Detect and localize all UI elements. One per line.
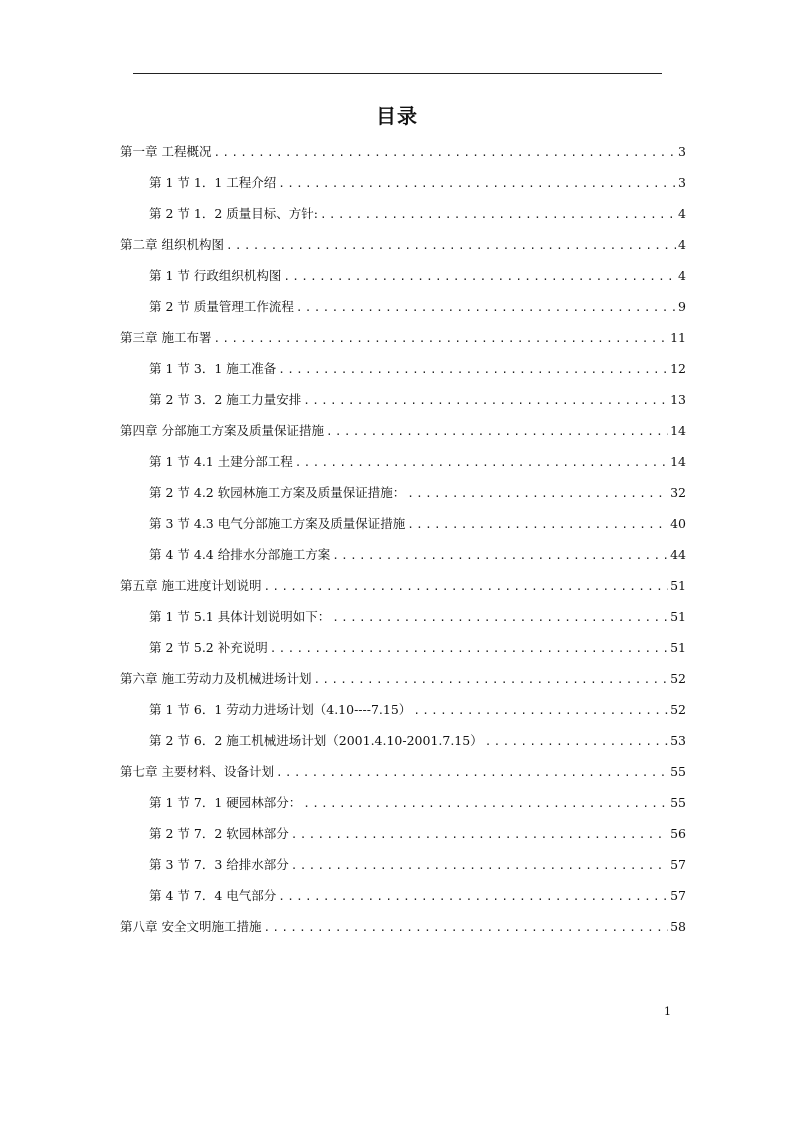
toc-chapter-entry[interactable] — [120, 142, 686, 162]
toc-section-entry[interactable] — [149, 607, 686, 627]
page-title: 目录 — [376, 104, 418, 128]
toc-leader-dots — [263, 918, 668, 938]
toc-leader-dots — [226, 236, 676, 256]
toc-leader-dots — [213, 329, 668, 349]
toc-leader-dots — [213, 143, 676, 163]
toc-entry-page: 32 — [670, 485, 686, 500]
toc-entry-page: 57 — [670, 857, 686, 872]
header-rule — [133, 73, 662, 74]
toc-entry-page: 4 — [678, 237, 686, 252]
toc-section-entry[interactable] — [149, 359, 686, 379]
toc-section-entry[interactable] — [149, 514, 686, 534]
toc-entry-label: 第七章 主要材料、设备计划 — [120, 764, 274, 779]
toc-section-entry[interactable] — [149, 638, 686, 658]
toc-leader-dots — [276, 763, 668, 783]
toc-leader-dots — [407, 515, 668, 535]
toc-leader-dots — [263, 577, 668, 597]
toc-entry-label: 第六章 施工劳动力及机械进场计划 — [120, 671, 312, 686]
toc-entry-page: 4 — [678, 268, 686, 283]
toc-entry-label: 第二章 组织机构图 — [120, 237, 224, 252]
toc-entry-page: 56 — [670, 826, 686, 841]
toc-entry-page: 3 — [678, 144, 686, 159]
toc-entry-label: 第 1 节 7．1 硬园林部分： — [149, 795, 302, 810]
toc-entry-page: 55 — [670, 764, 686, 779]
toc-entry-page: 51 — [670, 578, 686, 593]
toc-entry-page: 3 — [678, 175, 686, 190]
toc-entry-label: 第 1 节 行政组织机构图 — [149, 268, 282, 283]
toc-leader-dots — [485, 732, 668, 752]
toc-chapter-entry[interactable] — [120, 762, 686, 782]
toc-section-entry[interactable] — [149, 483, 686, 503]
toc-leader-dots — [413, 701, 668, 721]
toc-entry-label: 第 3 节 4.3 电气分部施工方案及质量保证措施 — [149, 516, 406, 531]
toc-entry-label: 第八章 安全文明施工措施 — [120, 919, 262, 934]
toc-section-entry[interactable] — [149, 855, 686, 875]
toc-section-entry[interactable] — [149, 266, 686, 286]
toc-leader-dots — [313, 670, 668, 690]
toc-entry-label: 第 4 节 4.4 给排水分部施工方案 — [149, 547, 331, 562]
toc-entry-page: 51 — [670, 609, 686, 624]
toc-leader-dots — [291, 856, 668, 876]
toc-entry-page: 9 — [678, 299, 686, 314]
toc-entry-label: 第 1 节 1．1 工程介绍 — [149, 175, 277, 190]
toc-leader-dots — [278, 360, 668, 380]
toc-section-entry[interactable] — [149, 886, 686, 906]
toc-entry-label: 第 1 节 6．1 劳动力进场计划（4.10----7.15） — [149, 702, 412, 717]
toc-entry-label: 第 2 节 5.2 补充说明 — [149, 640, 268, 655]
toc-entry-label: 第 2 节 质量管理工作流程 — [149, 299, 294, 314]
toc-leader-dots — [332, 608, 668, 628]
toc-entry-label: 第 2 节 6．2 施工机械进场计划（2001.4.10-2001.7.15） — [149, 733, 483, 748]
toc-entry-label: 第四章 分部施工方案及质量保证措施 — [120, 423, 324, 438]
toc-entry-page: 53 — [670, 733, 686, 748]
toc-entry-page: 55 — [670, 795, 686, 810]
toc-entry-page: 14 — [670, 423, 686, 438]
toc-entry-page: 12 — [670, 361, 686, 376]
toc-leader-dots — [326, 422, 668, 442]
toc-entry-page: 44 — [670, 547, 686, 562]
toc-leader-dots — [295, 453, 668, 473]
toc-entry-page: 40 — [670, 516, 686, 531]
toc-section-entry[interactable] — [149, 173, 686, 193]
toc-leader-dots — [407, 484, 668, 504]
toc-chapter-entry[interactable] — [120, 576, 686, 596]
toc-leader-dots — [332, 546, 668, 566]
toc-entry-page: 13 — [670, 392, 686, 407]
toc-entry-page: 14 — [670, 454, 686, 469]
toc-section-entry[interactable] — [149, 297, 686, 317]
toc-entry-page: 52 — [670, 671, 686, 686]
toc-entry-label: 第一章 工程概况 — [120, 144, 212, 159]
toc-entry-label: 第 1 节 4.1 土建分部工程 — [149, 454, 293, 469]
toc-section-entry[interactable] — [149, 731, 686, 751]
toc-entry-label: 第 4 节 7．4 电气部分 — [149, 888, 277, 903]
toc-entry-label: 第 3 节 7．3 给排水部分 — [149, 857, 289, 872]
toc-section-entry[interactable] — [149, 204, 686, 224]
toc-entry-label: 第 2 节 3．2 施工力量安排 — [149, 392, 302, 407]
toc-section-entry[interactable] — [149, 545, 686, 565]
toc-entry-label: 第三章 施工布署 — [120, 330, 212, 345]
toc-leader-dots — [278, 174, 676, 194]
page-number: 1 — [664, 1005, 671, 1018]
toc-leader-dots — [303, 794, 668, 814]
toc-section-entry[interactable] — [149, 824, 686, 844]
toc-entry-label: 第 1 节 5.1 具体计划说明如下： — [149, 609, 331, 624]
toc-entry-page: 4 — [678, 206, 686, 221]
toc-section-entry[interactable] — [149, 700, 686, 720]
toc-chapter-entry[interactable] — [120, 669, 686, 689]
toc-leader-dots — [303, 391, 668, 411]
toc-entry-page: 52 — [670, 702, 686, 717]
toc-entry-page: 11 — [670, 330, 686, 345]
toc-section-entry[interactable] — [149, 390, 686, 410]
toc-leader-dots — [320, 205, 676, 225]
toc-leader-dots — [291, 825, 668, 845]
toc-entry-label: 第 1 节 3．1 施工准备 — [149, 361, 277, 376]
toc-entry-page: 58 — [670, 919, 686, 934]
toc-entry-label: 第五章 施工进度计划说明 — [120, 578, 262, 593]
toc-section-entry[interactable] — [149, 452, 686, 472]
toc-leader-dots — [296, 298, 676, 318]
toc-entry-label: 第 2 节 7．2 软园林部分 — [149, 826, 289, 841]
toc-entry-page: 51 — [670, 640, 686, 655]
toc-entry-label: 第 2 节 4.2 软园林施工方案及质量保证措施： — [149, 485, 406, 500]
toc-entry-label: 第 2 节 1．2 质量目标、方针: — [149, 206, 318, 221]
toc-chapter-entry[interactable] — [120, 235, 686, 255]
toc-chapter-entry[interactable] — [120, 328, 686, 348]
toc-chapter-entry[interactable] — [120, 421, 686, 441]
toc-section-entry[interactable] — [149, 793, 686, 813]
toc-entry-page: 57 — [670, 888, 686, 903]
toc-leader-dots — [278, 887, 668, 907]
toc-leader-dots — [283, 267, 676, 287]
toc-chapter-entry[interactable] — [120, 917, 686, 937]
toc-leader-dots — [270, 639, 668, 659]
